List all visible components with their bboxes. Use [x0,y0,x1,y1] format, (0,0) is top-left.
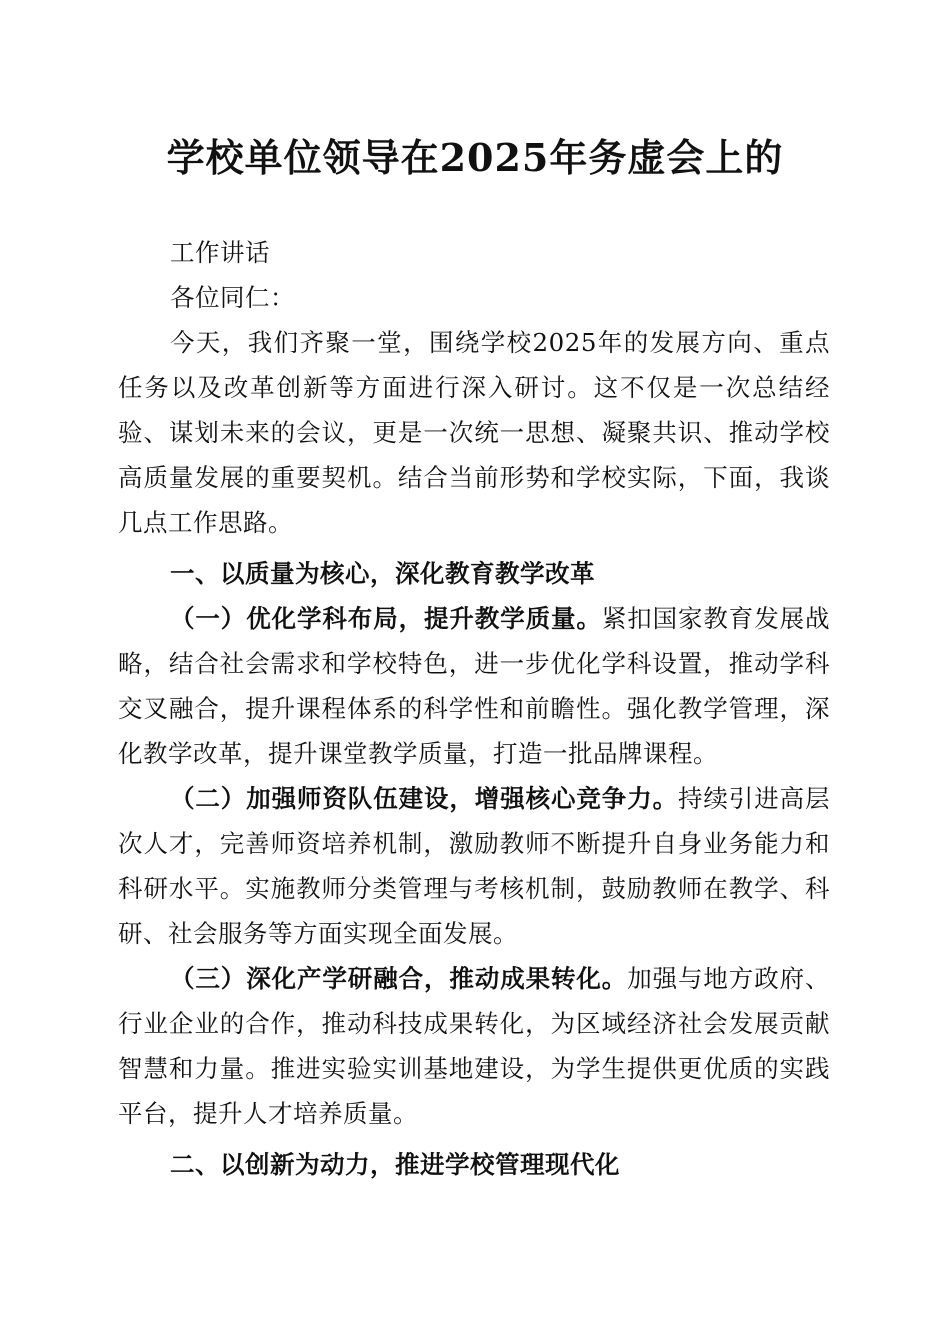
section1-item-3 [118,956,830,1136]
section-heading-1: 一、以质量为核心，深化教育教学改革 [170,559,595,588]
section1-item-1-text: 紧扣国家教育发展战略，结合社会需求和学校特色，进一步优化学科设置，推动学科交叉融合，提升课程体系的科学性和前瞻性。强化教学管理，深化教学改革，提升课堂教学质量，打造一批品牌课程。 [118,604,831,768]
section1-item-2 [118,776,830,956]
document-title: 学校单位领导在2025年务虚会上的 [166,135,784,180]
section1-item-1-subhead: （一）优化学科布局，提升教学质量。 [170,604,602,633]
subtitle-line: 工作讲话 [170,238,270,267]
section-heading-2: 二、以创新为动力，推进学校管理现代化 [170,1150,620,1179]
section1-item-3-text: 加强与地方政府、行业企业的合作，推动科技成果转化，为区域经济社会发展贡献智慧和力量。推进实验实训基地建设，为学生提供更优质的实践平台，提升人才培养质量。 [118,964,831,1128]
section1-item-1 [118,596,830,776]
section1-item-2-subhead: （二）加强师资队伍建设，增强核心竞争力。 [170,784,678,813]
section1-item-3-subhead: （三）深化产学研融合，推动成果转化。 [170,964,628,993]
salutation: 各位同仁： [170,283,295,312]
section1-item-2-text: 持续引进高层次人才，完善师资培养机制，激励教师不断提升自身业务能力和科研水平。实施教师分类管理与考核机制，鼓励教师在教学、科研、社会服务等方面实现全面发展。 [118,784,830,948]
document-body [118,230,830,1187]
intro-paragraph: 今天，我们齐聚一堂，围绕学校2025年的发展方向、重点任务以及改革创新等方面进行深入研讨。这不仅是一次总结经验、谋划未来的会议，更是一次统一思想、凝聚共识、推动学校高质量发展的重要契机。结合当前形势和学校实际，下面，我谈几点工作思路。 [118,328,830,537]
